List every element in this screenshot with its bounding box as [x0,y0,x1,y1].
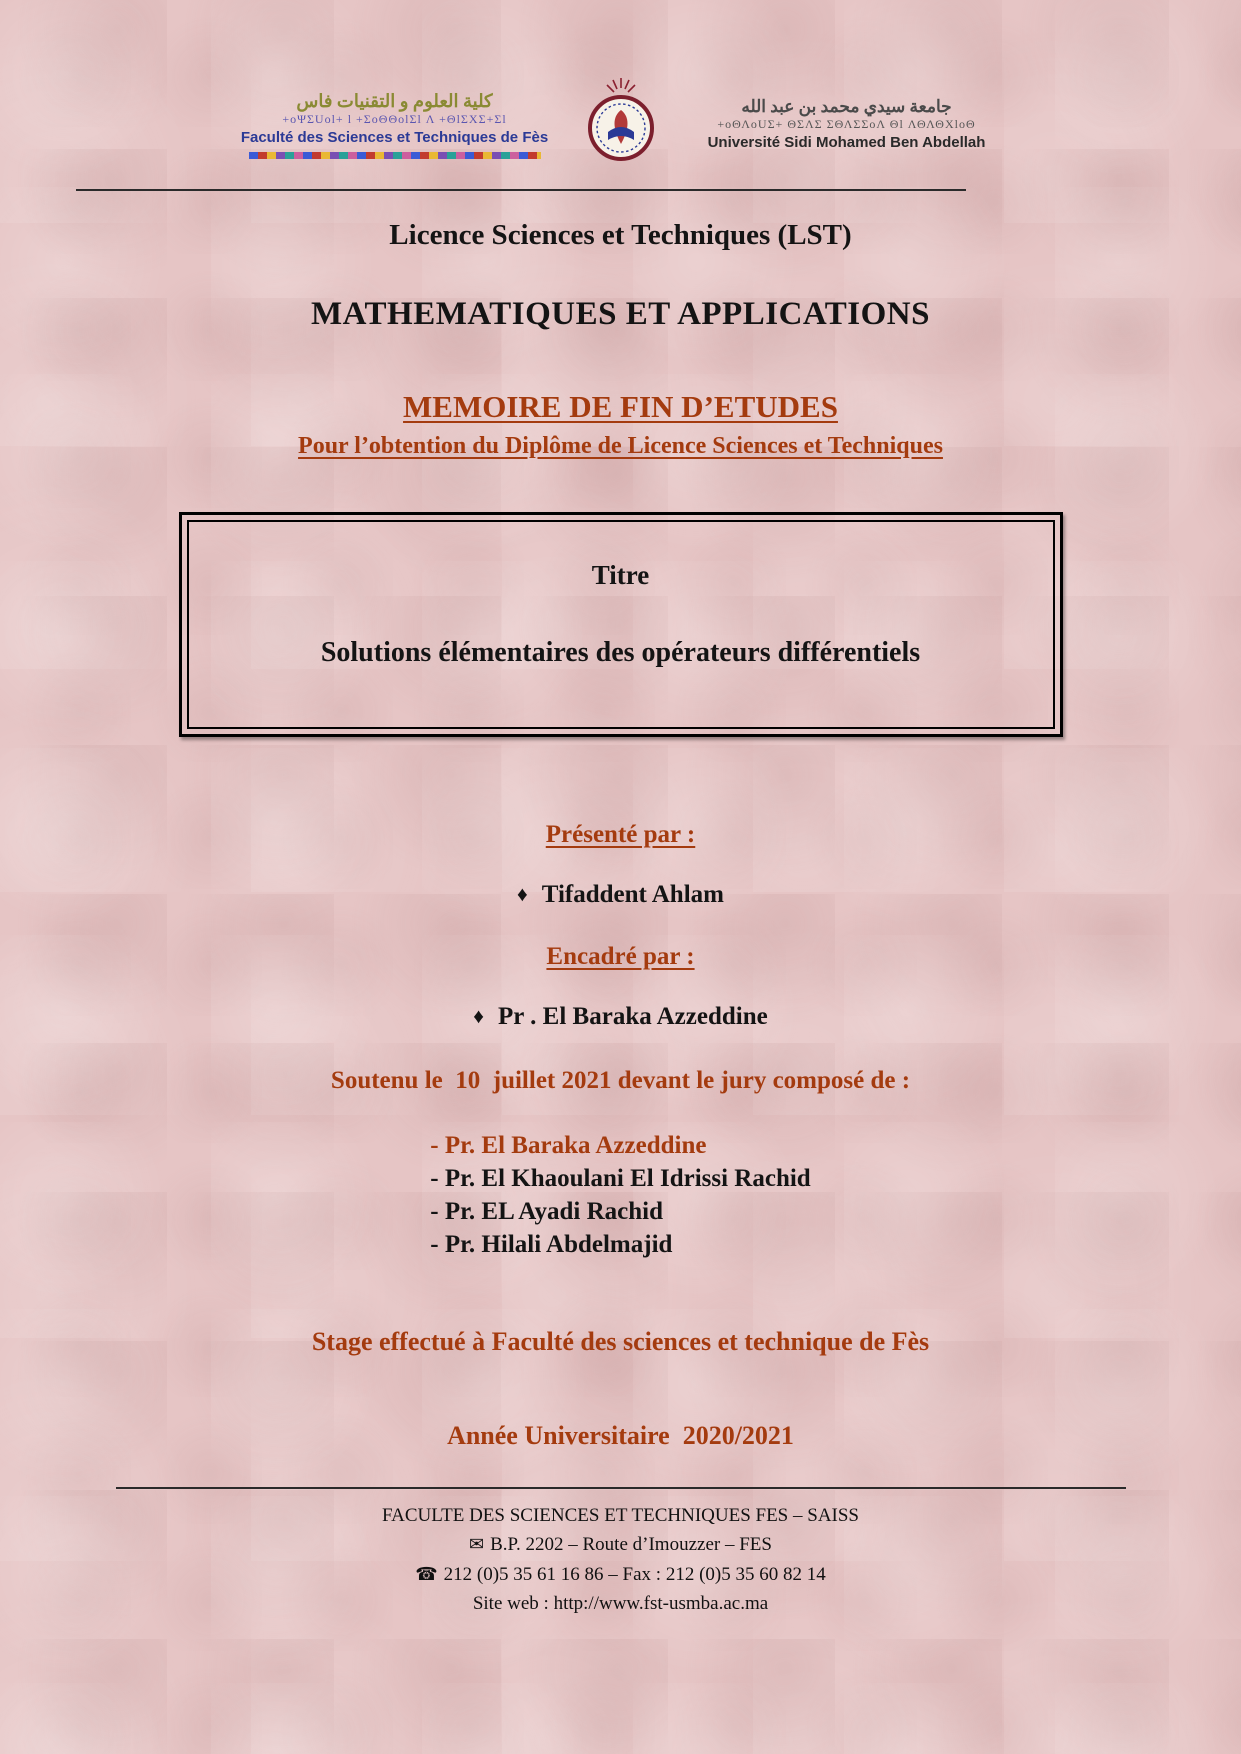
supervisor-name: Pr . El Baraka Azzeddine [498,1003,768,1030]
title-box-inner [187,520,1055,729]
academic-year: Année Universitaire 2020/2021 [447,1421,794,1450]
author-line [0,881,1241,909]
internship-line: Stage effectué à Faculté des sciences et technique de Fès [311,1327,930,1356]
usmba-tifinagh-name: +oΘΛoUΣ+ ΘΣΛΣ ΣΘΛΣΣoΛ Θl ΛΘΛΘΧloΘ [717,117,976,132]
phone-icon: ☎ [415,1563,438,1584]
footer-divider [116,1487,1126,1489]
website-line [0,1589,1241,1618]
fst-tifinagh-name: +oΨΣUol+ l +ΣoΘΘolΣl Λ +ΘlΣΧΣ+Σl [282,112,507,127]
title-box [179,512,1063,737]
program-title: Licence Sciences et Techniques (LST) [389,219,852,251]
diamond-bullet-icon: ♦ [473,1004,485,1028]
address-text: B.P. 2202 – Route d’Imouzzer – FES [490,1534,772,1556]
footer [0,1501,1241,1619]
jury-list [430,1129,810,1261]
thesis-title: Solutions élémentaires des opérateurs différentiels [320,637,921,668]
jury-member: - Pr. Hilali Abdelmajid [430,1231,673,1258]
defense-line: Soutenu le 10 juillet 2021 devant le jury composé de : [330,1067,911,1094]
usmba-logo [692,96,1002,153]
supervisor-line [0,1003,1241,1031]
title-box-label: Titre [591,560,650,590]
memoire-title: MEMOIRE DE FIN D’ETUDES [403,389,838,424]
usmba-arabic-name: جامعة سيدي محمد بن عبد الله [741,97,952,116]
phone-line [0,1560,1241,1589]
header [0,0,1241,173]
usmba-french-name: Université Sidi Mohamed Ben Abdellah [707,134,986,152]
address-line [0,1530,1241,1559]
mail-icon: ✉ [469,1534,485,1555]
website-link[interactable]: http://www.fst-usmba.ac.ma [553,1593,769,1615]
jury-section [0,1129,1241,1261]
jury-member: - Pr. EL Ayadi Rachid [430,1198,663,1225]
faculty-name-line: FACULTE DES SCIENCES ET TECHNIQUES FES – SAISS [381,1505,859,1526]
website-label: Site web : [472,1593,554,1615]
memoire-subtitle: Pour l’obtention du Diplôme de Licence Sciences et Techniques [298,433,943,459]
specialty-title: MATHEMATIQUES ET APPLICATIONS [311,296,930,332]
jury-member: - Pr. El Khaoulani El Idrissi Rachid [430,1165,811,1192]
fst-french-name: Faculté des Sciences et Techniques de Fès [240,129,549,147]
fst-arabic-name: كلية العلوم و التقنيات فاس [296,90,493,111]
fst-color-strip [249,152,541,159]
fst-logo [240,90,550,159]
diamond-bullet-icon: ♦ [517,882,528,906]
author-name: Tifaddent Ahlam [541,881,724,908]
supervised-by-label: Encadré par : [546,943,695,970]
university-emblem-icon [586,76,656,173]
jury-member: - Pr. El Baraka Azzeddine [430,1132,707,1159]
header-divider [76,189,966,191]
phone-text: 212 (0)5 35 61 16 86 – Fax : 212 (0)5 35 60 82 14 [443,1563,826,1585]
presented-by-label: Présenté par : [545,821,696,848]
